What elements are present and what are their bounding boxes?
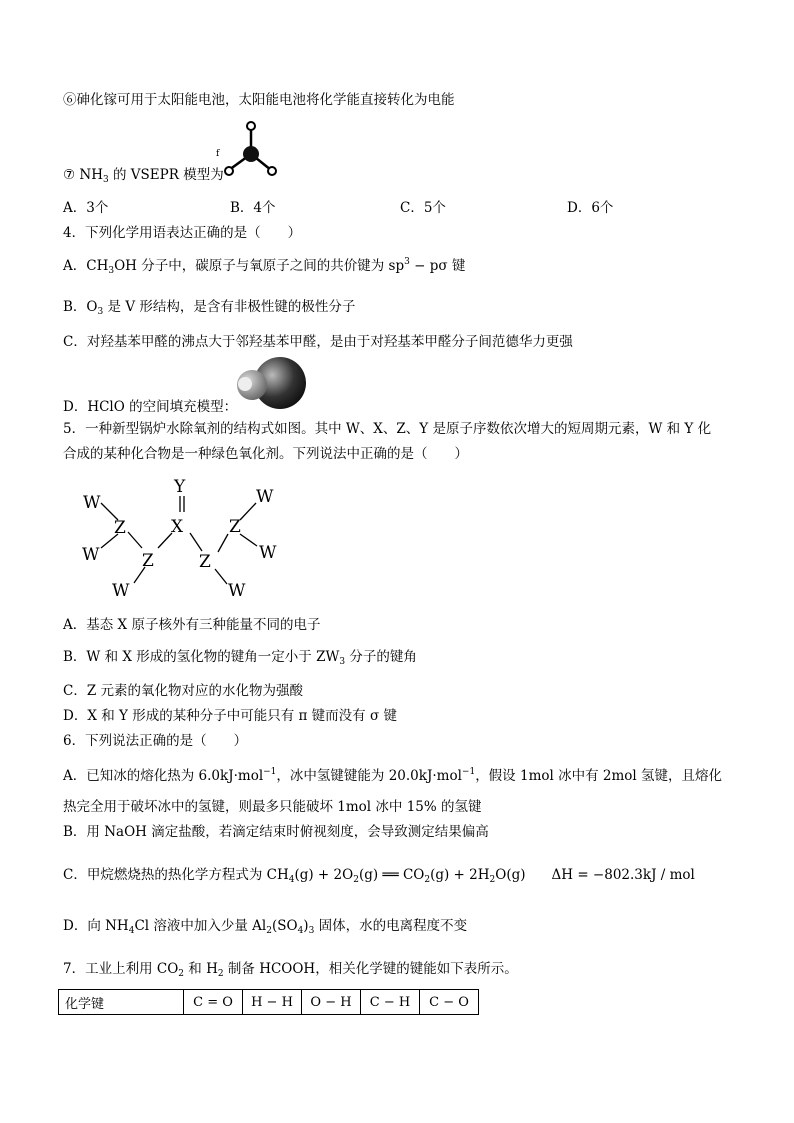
table-header-row [59,990,479,1015]
q4-option-a: A．$CH_3OH$ 分子中，碳原子与氧原子之间的共价键为 $sp^3 - p\sigma$ 键 [63,257,466,276]
atom-z-2: Z [229,517,241,537]
table-header-cell: O − H [302,990,361,1015]
q5-stem-line2: 合成的某种化合物是一种绿色氧化剂。下列说法中正确的是（ ） [63,446,468,462]
q6-option-b: B．用 NaOH 滴定盐酸，若滴定结束时俯视刻度，会导致测定结果偏高 [63,824,489,840]
q3-item-6: ⑥砷化镓可用于太阳能电池，太阳能电池将化学能直接转化为电能 [63,92,455,108]
q6-stem: 6．下列说法正确的是（ ） [63,733,248,749]
table-header-cell: H − H [243,990,302,1015]
q6-option-c: C．甲烷燃烧热的热化学方程式为 $CH_4(g) + 2O_2(g)$ ══ $CO_2(g) + 2H_2O(g) \Delta H = -802.3kJ$ / mol [63,867,695,885]
atom-z-4: Z [199,552,211,572]
atom-x: X [171,517,184,537]
q5-option-a: A．基态 X 原子核外有三种能量不同的电子 [63,617,321,633]
table-header-cell: C − O [420,990,479,1015]
q4-stem: 4．下列化学用语表达正确的是（ ） [63,225,302,241]
q6-option-d: D．向 $NH_4Cl$ 溶液中加入少量 $Al_2(SO_4)_3$ 固体，水的电离程度不变 [63,918,468,936]
q3-option-c: C．5个 [400,200,446,216]
q4-option-b: B．$O_3$ 是 V 形结构，是含有非极性键的极性分子 [63,299,356,317]
bond-energy-table [58,989,479,1015]
table-header-cell: 化学键 [59,990,184,1015]
hclo-space-filling-model-image [232,355,312,415]
q5-option-c: C．Z 元素的氧化物对应的水化物为强酸 [63,683,304,699]
q3-item-7: ⑦ $NH_3$ 的 VSEPR 模型为 [63,167,224,185]
atom-w-5: W [112,581,130,601]
q6-option-a-line1: A．已知冰的熔化热为 6.0kJ·mol$^{-1}$，冰中氢键键能为 20.0kJ·mol$^{-1}$，假设 1mol 冰中有 2mol 氢键，且熔化 [63,767,723,784]
vsepr-small-label: f [216,149,220,159]
q5-option-b: B．W 和 X 形成的氢化物的键角一定小于 $ZW_3$ 分子的键角 [63,649,417,667]
q3-option-a: A．3个 [63,200,109,216]
q5-structure-formula [76,472,296,602]
q5-stem-line1: 5．一种新型锅炉水除氧剂的结构式如图。其中 W、X、Z、Y 是原子序数依次增大的短周期元素，W 和 Y 化 [63,421,712,437]
q5-option-d: D．X 和 Y 形成的某种分子中可能只有 π 键而没有 σ 键 [63,708,397,724]
table-header-cell: C − H [361,990,420,1015]
atom-w-4: W [259,543,277,563]
atom-w-2: W [256,487,274,507]
atom-w-6: W [228,581,246,601]
q6-option-a-line2: 热完全用于破坏冰中的氢键，则最多只能破坏 1mol 冰中 15% 的氢键 [63,799,482,815]
atom-w-3: W [82,545,100,565]
atom-z-3: Z [142,551,154,571]
q7-stem: 7．工业上利用 $CO_2$ 和 $H_2$ 制备 HCOOH，相关化学键的键能如下表所示。 [63,961,518,979]
q4-option-c: C．对羟基苯甲醛的沸点大于邻羟基苯甲醛，是由于对羟基苯甲醛分子间范德华力更强 [63,334,573,350]
q4-option-d: D．HClO 的空间填充模型： [63,399,238,415]
atom-w-1: W [83,493,101,513]
atom-y: Y [174,477,186,497]
atom-z-1: Z [114,518,126,538]
table-header-cell: C = O [184,990,243,1015]
q3-option-d: D．6个 [567,200,614,216]
q3-option-b: B．4个 [230,200,276,216]
